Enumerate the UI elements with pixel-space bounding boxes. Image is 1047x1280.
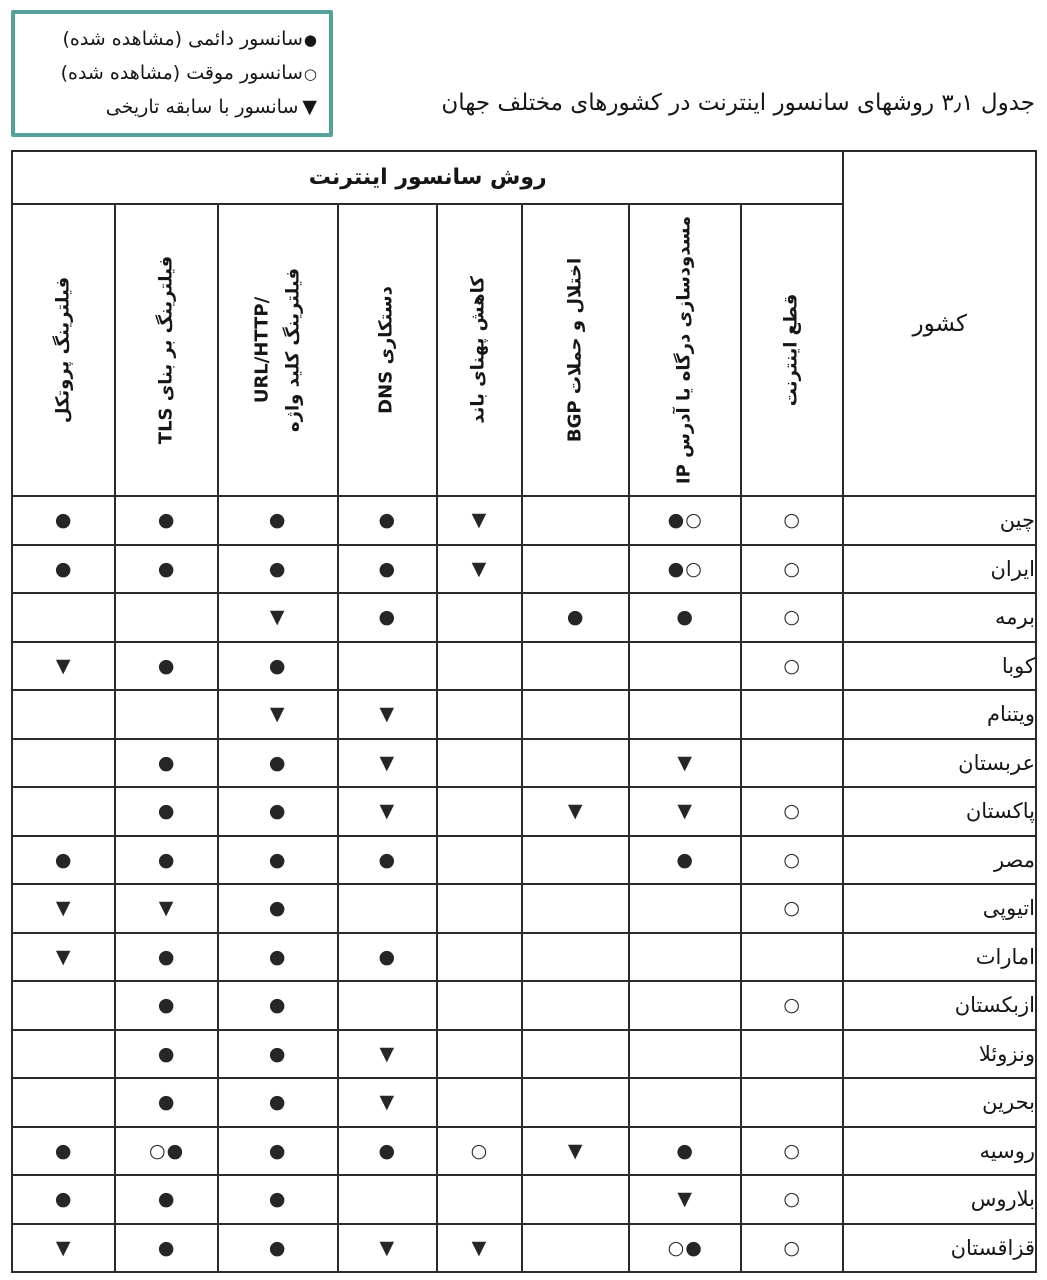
method-cell: ○ bbox=[741, 496, 843, 545]
method-cell: ▼ bbox=[629, 739, 741, 788]
column-header-label: URL/HTTP/ bbox=[251, 296, 273, 404]
method-cell bbox=[12, 690, 115, 739]
method-cell: ▼ bbox=[338, 739, 437, 788]
method-cell: ● bbox=[218, 1030, 338, 1079]
method-cell: ● bbox=[115, 642, 217, 691]
column-header-label: قطع اینترنت bbox=[780, 293, 802, 407]
method-cell bbox=[12, 981, 115, 1030]
method-cell: ● bbox=[12, 496, 115, 545]
method-cell bbox=[338, 981, 437, 1030]
country-cell: بلاروس bbox=[843, 1175, 1036, 1224]
method-cell: ● bbox=[218, 787, 338, 836]
method-cell bbox=[522, 1175, 630, 1224]
method-cell bbox=[437, 642, 522, 691]
method-cell: ▼ bbox=[12, 1224, 115, 1273]
legend-label: سانسور با سابقه تاریخی bbox=[105, 96, 299, 119]
method-cell bbox=[629, 884, 741, 933]
table-row bbox=[12, 739, 1036, 788]
method-cell: ▼ bbox=[437, 1224, 522, 1273]
method-cell: ○ bbox=[741, 1224, 843, 1273]
method-cell bbox=[629, 1030, 741, 1079]
method-cell: ▼ bbox=[115, 884, 217, 933]
table-row bbox=[12, 593, 1036, 642]
table-row bbox=[12, 642, 1036, 691]
method-cell: ○ bbox=[437, 1127, 522, 1176]
method-cell: ● bbox=[115, 787, 217, 836]
country-header: کشور bbox=[843, 151, 1036, 496]
country-cell: بحرین bbox=[843, 1078, 1036, 1127]
method-cell: ○ bbox=[741, 787, 843, 836]
method-cell: ● bbox=[115, 496, 217, 545]
column-header bbox=[437, 204, 522, 496]
country-cell: امارات bbox=[843, 933, 1036, 982]
column-header-label: کاهش پهنای باند bbox=[468, 276, 490, 424]
table-row bbox=[12, 1030, 1036, 1079]
method-cell bbox=[12, 593, 115, 642]
table-row bbox=[12, 496, 1036, 545]
column-header-label: فیلترینگ بر بنای TLS bbox=[155, 255, 177, 445]
permanent-censorship-icon: ● bbox=[303, 31, 317, 50]
country-cell: قزاقستان bbox=[843, 1224, 1036, 1273]
column-header-label: فیلترینگ پروتکل bbox=[52, 276, 74, 424]
method-cell bbox=[741, 690, 843, 739]
legend-item bbox=[23, 61, 317, 86]
method-cell: ▼ bbox=[218, 593, 338, 642]
method-cell: ● bbox=[629, 836, 741, 885]
column-header bbox=[522, 204, 630, 496]
method-cell: ● bbox=[218, 933, 338, 982]
table-row bbox=[12, 884, 1036, 933]
temporary-censorship-icon: ○ bbox=[303, 65, 317, 84]
method-cell: ● bbox=[218, 884, 338, 933]
column-header bbox=[741, 204, 843, 496]
method-cell: ● bbox=[218, 1127, 338, 1176]
method-cell bbox=[437, 836, 522, 885]
method-cell: ▼ bbox=[338, 1224, 437, 1273]
method-cell: ▼ bbox=[437, 545, 522, 594]
table-row bbox=[12, 836, 1036, 885]
method-cell bbox=[522, 739, 630, 788]
method-cell bbox=[629, 642, 741, 691]
method-cell bbox=[522, 933, 630, 982]
method-cell: ● bbox=[629, 593, 741, 642]
method-cell: ○ bbox=[741, 981, 843, 1030]
method-cell bbox=[522, 545, 630, 594]
method-cell bbox=[437, 1175, 522, 1224]
method-cell bbox=[741, 1030, 843, 1079]
country-cell: عربستان bbox=[843, 739, 1036, 788]
method-cell: ● bbox=[338, 545, 437, 594]
legend-label: سانسور موقت (مشاهده شده) bbox=[60, 62, 303, 85]
country-cell: چین bbox=[843, 496, 1036, 545]
method-cell bbox=[522, 690, 630, 739]
table-row bbox=[12, 933, 1036, 982]
country-cell: کوبا bbox=[843, 642, 1036, 691]
method-cell bbox=[115, 690, 217, 739]
table-row bbox=[12, 1127, 1036, 1176]
method-cell bbox=[437, 1078, 522, 1127]
method-cell bbox=[522, 1224, 630, 1273]
column-header-label: دستکاری DNS bbox=[375, 286, 397, 414]
method-cell: ○● bbox=[629, 1224, 741, 1273]
country-cell: مصر bbox=[843, 836, 1036, 885]
method-cell: ● bbox=[338, 496, 437, 545]
group-header-row bbox=[12, 151, 1036, 204]
method-cell: ● bbox=[115, 933, 217, 982]
table-row bbox=[12, 690, 1036, 739]
country-cell: اتیوپی bbox=[843, 884, 1036, 933]
method-cell: ● bbox=[218, 1078, 338, 1127]
country-cell: ازبکستان bbox=[843, 981, 1036, 1030]
column-header bbox=[115, 204, 217, 496]
method-cell bbox=[741, 739, 843, 788]
method-cell: ● bbox=[218, 836, 338, 885]
censorship-table bbox=[11, 150, 1037, 1273]
column-header bbox=[218, 204, 338, 496]
method-cell: ● bbox=[218, 642, 338, 691]
method-cell: ● bbox=[218, 1224, 338, 1273]
method-cell: ▼ bbox=[338, 690, 437, 739]
method-cell bbox=[522, 1078, 630, 1127]
method-cell: ●○ bbox=[629, 545, 741, 594]
method-cell bbox=[629, 690, 741, 739]
method-cell: ○ bbox=[741, 545, 843, 594]
method-cell: ● bbox=[218, 981, 338, 1030]
country-cell: برمه bbox=[843, 593, 1036, 642]
method-cell: ▼ bbox=[218, 690, 338, 739]
method-cell bbox=[629, 981, 741, 1030]
column-header bbox=[629, 204, 741, 496]
country-cell: روسیه bbox=[843, 1127, 1036, 1176]
method-cell: ● bbox=[338, 593, 437, 642]
method-cell: ○ bbox=[741, 593, 843, 642]
method-cell bbox=[338, 642, 437, 691]
method-cell: ● bbox=[218, 545, 338, 594]
country-cell: ونزوئلا bbox=[843, 1030, 1036, 1079]
method-cell: ▼ bbox=[12, 884, 115, 933]
method-cell bbox=[629, 1078, 741, 1127]
legend-item bbox=[23, 95, 317, 120]
method-cell: ▼ bbox=[12, 933, 115, 982]
method-cell bbox=[522, 836, 630, 885]
method-cell: ● bbox=[115, 836, 217, 885]
method-cell bbox=[741, 1078, 843, 1127]
method-cell: ● bbox=[115, 981, 217, 1030]
method-cell: ● bbox=[12, 1127, 115, 1176]
country-cell: ایران bbox=[843, 545, 1036, 594]
method-cell bbox=[522, 884, 630, 933]
legend-item bbox=[23, 27, 317, 52]
method-cell: ● bbox=[218, 739, 338, 788]
method-cell bbox=[338, 884, 437, 933]
method-cell: ● bbox=[12, 1175, 115, 1224]
column-header-label: مسدودسازی درگاه یا آدرس IP bbox=[673, 215, 695, 485]
method-cell bbox=[437, 1030, 522, 1079]
method-cell: ▼ bbox=[338, 787, 437, 836]
method-cell: ▼ bbox=[437, 496, 522, 545]
method-cell: ● bbox=[115, 1030, 217, 1079]
table-row bbox=[12, 1078, 1036, 1127]
page-title: جدول ۳٫۱ روشهای سانسور اینترنت در کشورهای مختلف جهان bbox=[441, 90, 1035, 116]
method-cell bbox=[522, 1030, 630, 1079]
method-cell bbox=[522, 981, 630, 1030]
method-cell bbox=[437, 690, 522, 739]
table-row bbox=[12, 981, 1036, 1030]
method-cell: ● bbox=[115, 739, 217, 788]
legend-box bbox=[11, 10, 333, 137]
country-cell: پاکستان bbox=[843, 787, 1036, 836]
method-cell: ▼ bbox=[522, 787, 630, 836]
method-cell: ○ bbox=[741, 1175, 843, 1224]
method-cell: ● bbox=[12, 836, 115, 885]
method-cell: ○ bbox=[741, 884, 843, 933]
method-cell: ○● bbox=[115, 1127, 217, 1176]
method-cell: ▼ bbox=[629, 787, 741, 836]
method-cell bbox=[522, 496, 630, 545]
method-cell: ▼ bbox=[629, 1175, 741, 1224]
table-row bbox=[12, 545, 1036, 594]
method-cell bbox=[522, 642, 630, 691]
table-row bbox=[12, 1224, 1036, 1273]
column-header-label: اختلال و حملات BGP bbox=[564, 257, 586, 443]
method-cell: ● bbox=[115, 1224, 217, 1273]
method-cell: ▼ bbox=[12, 642, 115, 691]
method-cell: ● bbox=[338, 1127, 437, 1176]
method-cell bbox=[437, 884, 522, 933]
table-row bbox=[12, 787, 1036, 836]
method-cell: ○ bbox=[741, 836, 843, 885]
column-header-label: فیلترینگ کلید واژه bbox=[281, 267, 303, 433]
method-cell: ● bbox=[338, 836, 437, 885]
column-header bbox=[338, 204, 437, 496]
method-cell: ● bbox=[522, 593, 630, 642]
method-cell bbox=[437, 981, 522, 1030]
method-cell: ○ bbox=[741, 642, 843, 691]
method-cell bbox=[115, 593, 217, 642]
group-header: روش سانسور اینترنت bbox=[12, 151, 843, 204]
method-cell bbox=[437, 933, 522, 982]
method-cell: ● bbox=[218, 1175, 338, 1224]
method-cell: ▼ bbox=[522, 1127, 630, 1176]
method-cell bbox=[12, 787, 115, 836]
method-cell bbox=[741, 933, 843, 982]
method-cell bbox=[12, 1030, 115, 1079]
method-cell: ▼ bbox=[338, 1078, 437, 1127]
legend-label: سانسور دائمی (مشاهده شده) bbox=[62, 28, 303, 51]
method-cell: ▼ bbox=[338, 1030, 437, 1079]
column-header bbox=[12, 204, 115, 496]
method-cell: ● bbox=[115, 1175, 217, 1224]
method-cell bbox=[629, 933, 741, 982]
method-cell: ● bbox=[218, 496, 338, 545]
method-cell bbox=[12, 739, 115, 788]
method-cell: ● bbox=[115, 545, 217, 594]
method-cell bbox=[12, 1078, 115, 1127]
method-cell: ●○ bbox=[629, 496, 741, 545]
historical-censorship-icon: ▼ bbox=[302, 96, 317, 119]
method-cell: ● bbox=[12, 545, 115, 594]
method-cell: ● bbox=[338, 933, 437, 982]
method-cell bbox=[437, 739, 522, 788]
method-cell bbox=[338, 1175, 437, 1224]
method-cell bbox=[437, 593, 522, 642]
country-cell: ویتنام bbox=[843, 690, 1036, 739]
method-cell: ● bbox=[115, 1078, 217, 1127]
method-cell: ● bbox=[629, 1127, 741, 1176]
method-cell bbox=[437, 787, 522, 836]
table-row bbox=[12, 1175, 1036, 1224]
method-cell: ○ bbox=[741, 1127, 843, 1176]
